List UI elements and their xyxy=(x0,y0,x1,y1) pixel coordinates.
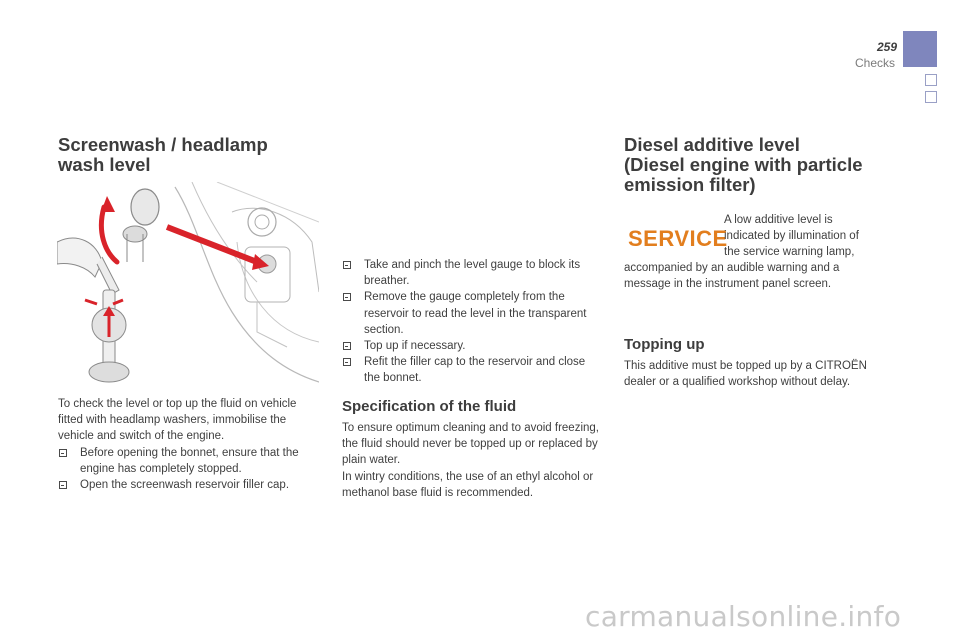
list-item: Open the screenwash reservoir filler cap. xyxy=(58,477,323,493)
checkbox-bullet-icon xyxy=(59,481,67,489)
service-lamp-text-continued: accompanied by an audible warning and a message in the instrument panel screen. xyxy=(624,262,840,291)
topping-up-text: This additive must be topped up by a CITROËN dealer or a qualified workshop without delay. xyxy=(624,360,867,389)
checkbox-bullet-icon xyxy=(343,261,351,269)
checkbox-bullet-icon xyxy=(343,358,351,366)
screenwash-steps-list xyxy=(58,445,323,494)
page-number: 259 xyxy=(876,40,897,54)
fluid-spec-heading: Specification of the fluid xyxy=(342,398,517,415)
screenwash-title: Screenwash / headlamp wash level xyxy=(58,134,268,175)
topping-up-heading: Topping up xyxy=(624,336,705,353)
list-item: Take and pinch the level gauge to block its breather. xyxy=(342,257,604,289)
gauge-steps-list xyxy=(342,257,604,387)
footer-watermark: carmanualsonline.info xyxy=(585,600,902,633)
chapter-tab-empty-1 xyxy=(925,74,937,86)
screenwash-reservoir-illustration xyxy=(57,182,319,387)
chapter-tab xyxy=(903,31,937,67)
service-warning-icon: SERVICE xyxy=(628,226,728,251)
chapter-tab-empty-2 xyxy=(925,91,937,103)
list-item: Top up if necessary. xyxy=(342,338,604,354)
screenwash-intro: To check the level or top up the fluid on vehicle fitted with headlamp washers, immobilise the vehicle and switch of the engine. xyxy=(58,398,297,443)
service-lamp-text: A low additive level is indicated by illumination of the service warning lamp, xyxy=(724,214,859,259)
checkbox-bullet-icon xyxy=(343,342,351,350)
list-item: Before opening the bonnet, ensure that the engine has completely stopped. xyxy=(58,445,323,477)
checkbox-bullet-icon xyxy=(343,293,351,301)
list-item: Refit the filler cap to the reservoir and close the bonnet. xyxy=(342,354,604,386)
section-name: Checks xyxy=(854,56,895,70)
list-item: Remove the gauge completely from the reservoir to read the level in the transparent section. xyxy=(342,289,604,338)
diesel-additive-title: Diesel additive level (Diesel engine with particle emission filter) xyxy=(624,134,863,195)
fluid-spec-text: To ensure optimum cleaning and to avoid freezing, the fluid should never be topped up or replaced by plain water. In wintry conditions, the use of an ethyl alcohol or methanol base fluid is recommended. xyxy=(342,422,599,499)
checkbox-bullet-icon xyxy=(59,449,67,457)
